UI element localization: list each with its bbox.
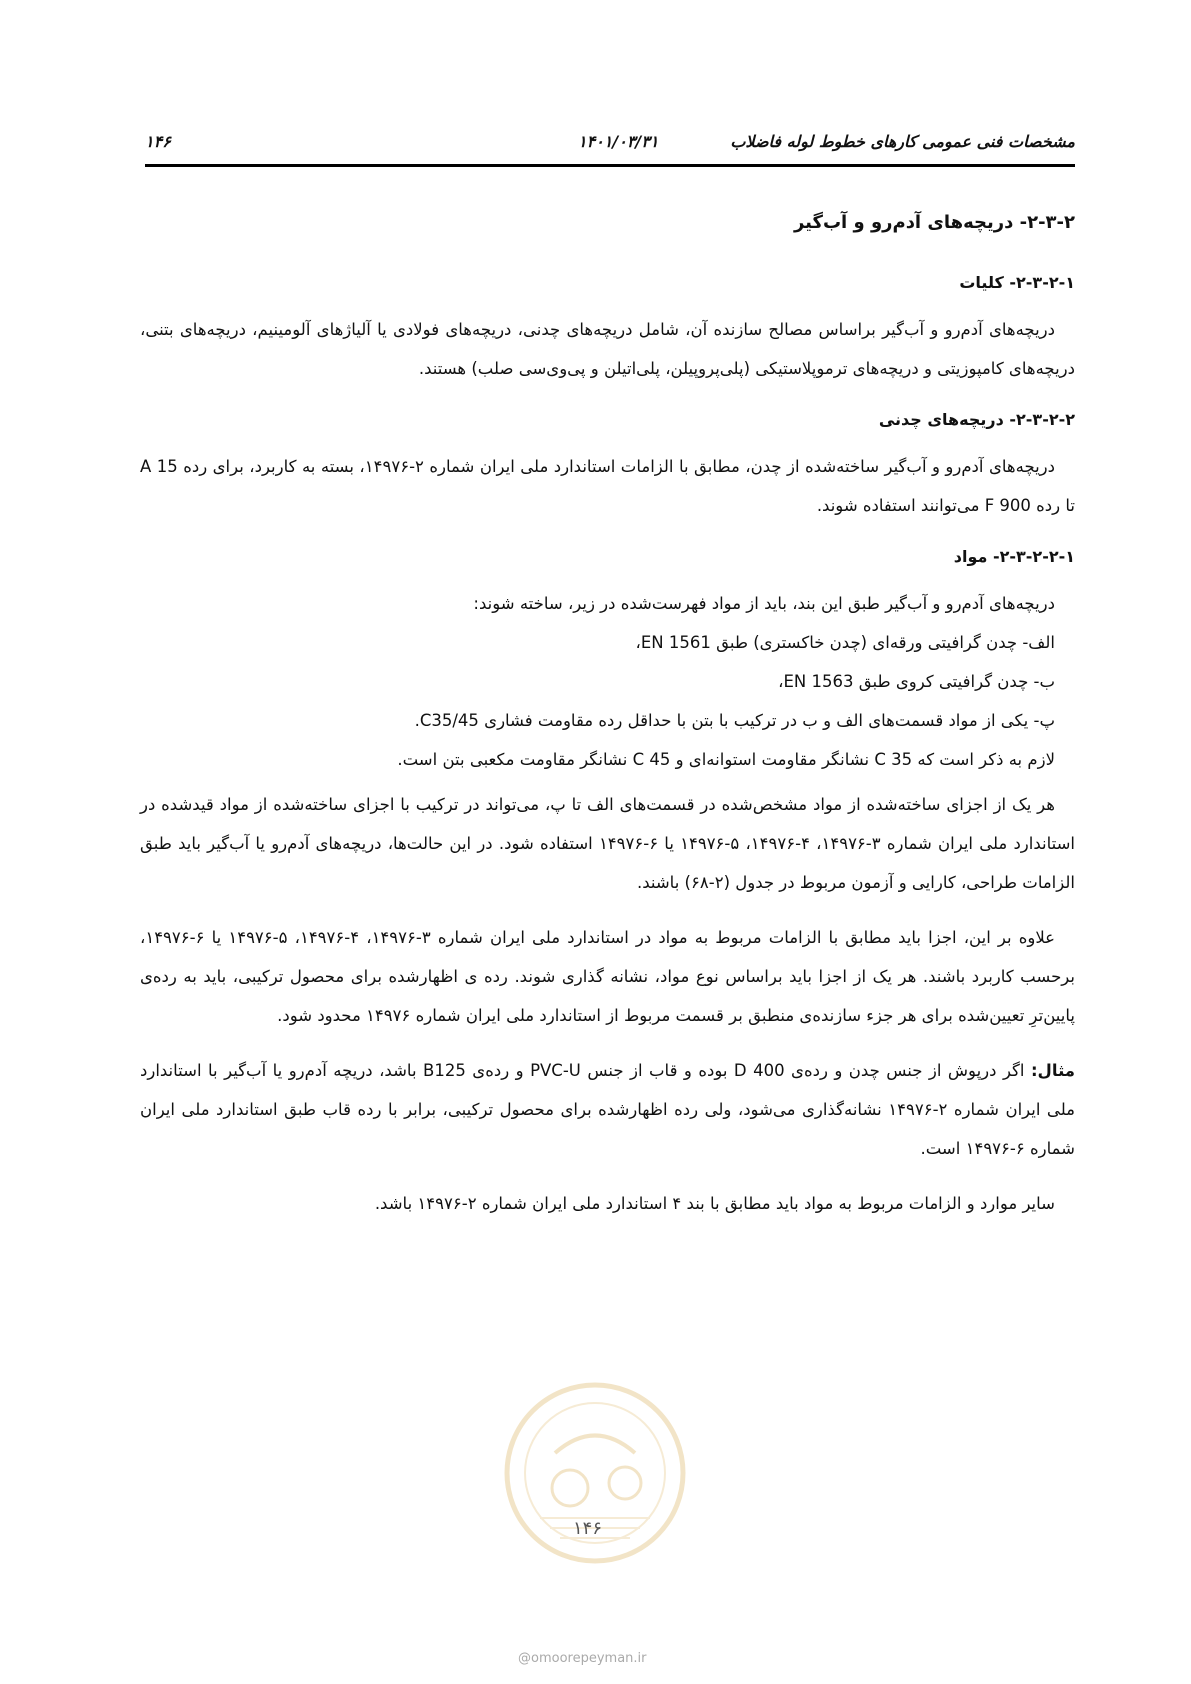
materials-note: لازم به ذکر است که C 35 نشانگر مقاومت استوانه‌ای و C 45 نشانگر مقاومت مکعبی بتن است. bbox=[397, 750, 1055, 769]
header-document-title: مشخصات فنی عمومی کارهای خطوط لوله فاضلاب bbox=[730, 132, 1075, 151]
header-page-number: ۱۴۶ bbox=[145, 132, 171, 151]
footer-site-url: @omoorepeyman.ir bbox=[518, 1651, 647, 1666]
materials-item: پ- یکی از مواد قسمت‌های الف و ب در ترکیب با بتن با حداقل رده مقاومت فشاری C35/45. bbox=[414, 711, 1055, 730]
materials-intro: دریچه‌های آدم‌رو و آب‌گیر طبق این بند، باید از مواد فهرست‌شده در زیر، ساخته شوند: bbox=[473, 594, 1055, 613]
materials-heading: ۲-۳-۲-۲-۱- مواد bbox=[953, 547, 1075, 566]
materials-item: الف- چدن گرافیتی ورقه‌ای (چدن خاکستری) طبق EN 1561، bbox=[635, 633, 1055, 652]
example-paragraph bbox=[140, 1051, 1075, 1168]
general-heading: ۲-۳-۲-۱- کلیات bbox=[959, 273, 1075, 292]
castiron-heading: ۲-۳-۲-۲- دریچه‌های چدنی bbox=[878, 410, 1075, 429]
watermark-logo bbox=[500, 1378, 690, 1568]
other-requirements-paragraph: سایر موارد و الزامات مربوط به مواد باید مطابق با بند ۴ استاندارد ملی ایران شماره ۲-۱۴۹۷۶ باشد. bbox=[374, 1194, 1055, 1213]
header-divider bbox=[145, 164, 1075, 167]
additional-requirements-paragraph: علاوه بر این، اجزا باید مطابق با الزامات مربوط به مواد در استاندارد ملی ایران شماره ۳-۱۴۹۷۶، ۴-۱۴۹۷۶، ۵-۱۴۹۷۶ یا ۶-۱۴۹۷۶، برحسب کاربرد باشند. هر یک از اجزا باید براساس نوع مواد، نشانه گذاری شوند. رده ی اظهارشده برای محصول ترکیبی، باید به رده‌ی پایین‌ترِ تعیین‌شده برای هر جزء سازنده‌ی منطبق بر قسمت مربوط از استاندارد ملی ایران شماره ۱۴۹۷۶ محدود شود. bbox=[140, 928, 1075, 1025]
materials-item: ب- چدن گرافیتی کروی طبق EN 1563، bbox=[778, 672, 1055, 691]
general-paragraph: دریچه‌های آدم‌رو و آب‌گیر براساس مصالح سازنده آن، شامل دریچه‌های چدنی، دریچه‌های فولادی یا آلیاژهای آلومینیم، دریچه‌های بتنی، دریچه‌های کامپوزیتی و دریچه‌های ترموپلاستیکی (پلی‌پروپیلن، پلی‌اتیلن و پی‌وی‌سی صلب) هستند. bbox=[140, 320, 1075, 378]
footer-page-number: ۱۴۶ bbox=[573, 1518, 603, 1539]
components-paragraph: هر یک از اجزای ساخته‌شده از مواد مشخص‌شده در قسمت‌های الف تا پ، می‌تواند در ترکیب با اجزای ساخته‌شده از مواد قیدشده در استاندارد ملی ایران شماره ۳-۱۴۹۷۶، ۴-۱۴۹۷۶، ۵-۱۴۹۷۶ یا ۶-۱۴۹۷۶ استفاده شود. در این حالت‌ها، دریچه‌های آدم‌رو یا آب‌گیر باید طبق الزامات طراحی، کارایی و آزمون مربوط در جدول (۲-۶۸) باشند. bbox=[140, 795, 1076, 892]
materials-list bbox=[140, 584, 1075, 779]
section-title: ۲-۳-۲- دریچه‌های آدم‌رو و آب‌گیر bbox=[793, 212, 1075, 233]
page-header bbox=[145, 128, 1075, 162]
example-text: اگر درپوش از جنس چدن و رده‌ی D 400 بوده و قاب از جنس PVC-U و رده‌ی B125 باشد، دریچه آدم‌رو یا آب‌گیر با استاندارد ملی ایران شماره ۲-۱۴۹۷۶ نشانه‌گذاری می‌شود، ولی رده اظهارشده برای محصول ترکیبی، برابر با رده قاب طبق استاندارد ملی ایران شماره ۶-۱۴۹۷۶ است. bbox=[140, 1061, 1075, 1158]
page-content bbox=[140, 212, 1075, 1239]
example-label: مثال: bbox=[1030, 1061, 1076, 1080]
castiron-paragraph: دریچه‌های آدم‌رو و آب‌گیر ساخته‌شده از چدن، مطابق با الزامات استاندارد ملی ایران شماره ۲-۱۴۹۷۶، بسته به کاربرد، برای رده A 15 تا رده F 900 می‌توانند استفاده شوند. bbox=[140, 457, 1075, 515]
header-date: ۱۴۰۱/۰۳/۳۱ bbox=[578, 132, 659, 151]
